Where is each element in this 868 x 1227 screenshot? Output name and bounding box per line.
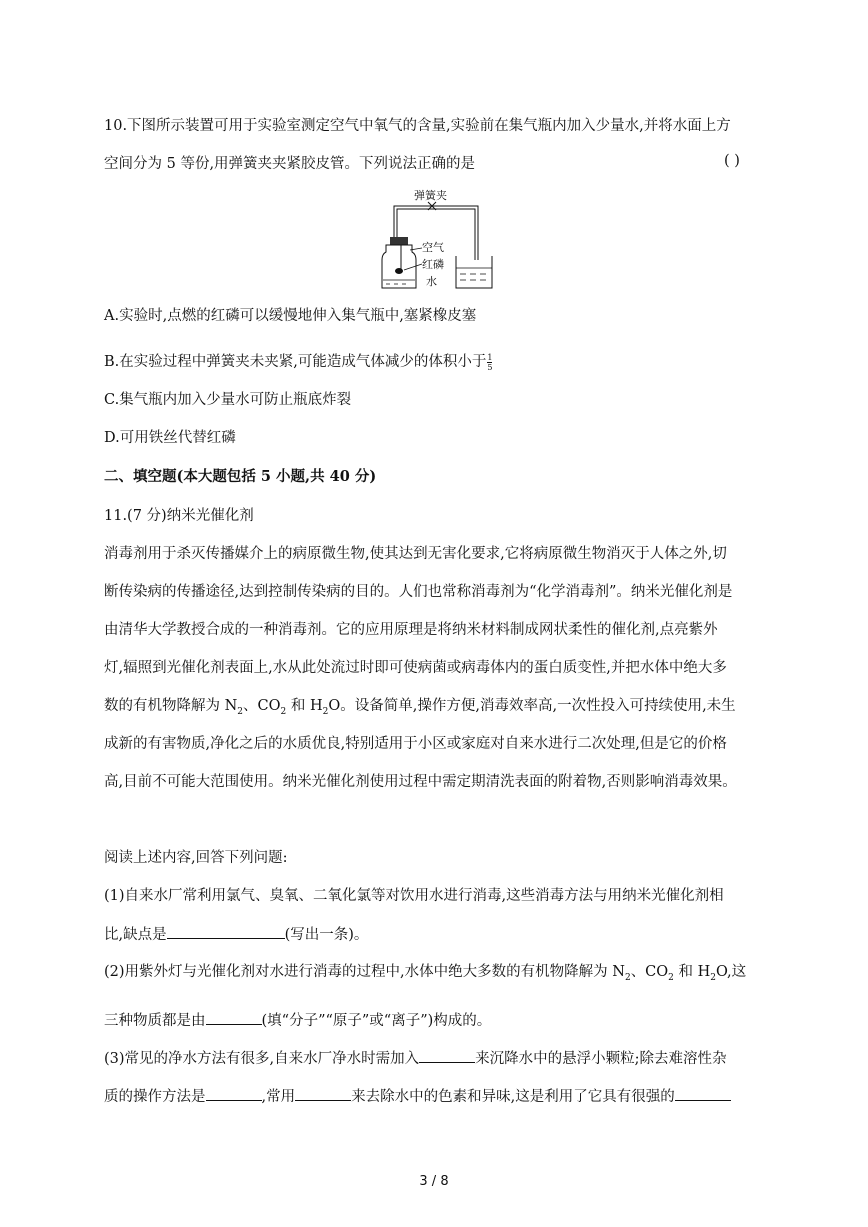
q11-sub2-line2: 三种物质都是由 (填“分子”“原子”或“离子”)构成的。: [104, 1010, 491, 1031]
q11-passage-line6: 成新的有害物质,净化之后的水质优良,特别适用于小区或家庭对自来水进行二次处理,但是它的价格: [104, 736, 727, 752]
q10-option-d: D.可用铁丝代替红磷: [104, 430, 236, 446]
q11-passage-line7: 高,目前不可能大范围使用。纳米光催化剂使用过程中需定期清洗表面的附着物,否则影响消毒效果。: [104, 774, 737, 790]
apparatus-figure: [370, 182, 500, 294]
q11-passage-line1: 消毒剂用于杀灭传播媒介上的病原微生物,使其达到无害化要求,它将病原微生物消灭于人体之外,切: [104, 546, 727, 562]
answer-blank: [295, 1086, 351, 1101]
q11-passage-line4: 灯,辐照到光催化剂表面上,水从此处流过时即可使病菌或病毒体内的蛋白质变性,并把水体中绝大多: [104, 660, 727, 676]
q11-sub1-line2: 比,缺点是 (写出一条)。: [104, 924, 368, 945]
answer-parentheses: ( ): [724, 153, 740, 169]
q11-passage-line2: 断传染病的传播途径,达到控制传染病的目的。人们也常称消毒剂为“化学消毒剂”。纳米光催化剂是: [104, 584, 733, 600]
figure-label-water: 水: [426, 275, 437, 288]
answer-blank: [206, 1086, 262, 1101]
section-heading: 二、填空题(本大题包括 5 小题,共 40 分): [104, 468, 377, 485]
q10-stem-line1: 10.下图所示装置可用于实验室测定空气中氧气的含量,实验前在集气瓶内加入少量水,并将水面上方: [104, 118, 731, 134]
figure-label-clamp: 弹簧夹: [414, 189, 447, 202]
answer-blank: [167, 924, 285, 939]
q11-sub3-line1: (3)常见的净水方法有很多,自来水厂净水时需加入 来沉降水中的悬浮小颗粒;除去难溶性杂: [104, 1048, 727, 1069]
q11-sub3-line2: 质的操作方法是 ,常用 来去除水中的色素和异味,这是利用了它具有很强的: [104, 1086, 731, 1107]
q11-passage-line3: 由清华大学教授合成的一种消毒剂。它的应用原理是将纳米材料制成网状柔性的催化剂,点亮紫外: [104, 622, 718, 638]
page-number: 3 / 8: [419, 1174, 449, 1189]
answer-blank: [206, 1010, 262, 1025]
q11-intro: 阅读上述内容,回答下列问题:: [104, 850, 288, 866]
q11-passage-line5: 数的有机物降解为 $N_2$、$CO_2$ 和 $H_2O$。设备简单,操作方便,消毒效率高,一次性投入可持续使用,未生: [104, 698, 736, 717]
answer-blank: [419, 1048, 475, 1063]
q10-option-c: C.集气瓶内加入少量水可防止瓶底炸裂: [104, 392, 352, 408]
q10-option-a: A.实验时,点燃的红磷可以缓慢地伸入集气瓶中,塞紧橡皮塞: [104, 308, 477, 324]
q11-title: 11.(7 分)纳米光催化剂: [104, 508, 254, 524]
figure-label-air: 空气: [422, 241, 444, 254]
q10-option-b: B.在实验过程中弹簧夹未夹紧,可能造成气体减少的体积小于 $\frac{1}{5}$: [104, 352, 493, 372]
q11-sub2-line1: (2)用紫外灯与光催化剂对水进行消毒的过程中,水体中绝大多数的有机物降解为 $N_2$、$CO_2$ 和 $H_2O$,这: [104, 964, 747, 983]
q10-stem-line2: 空间分为 5 等份,用弹簧夹夹紧胶皮管。下列说法正确的是: [104, 156, 476, 172]
answer-blank: [675, 1086, 731, 1101]
figure-label-phosphorus: 红磷: [422, 258, 444, 271]
fraction-one-fifth: $\frac{1}{5}$: [487, 352, 493, 372]
q11-sub1-line1: (1)自来水厂常利用氯气、臭氧、二氧化氯等对饮用水进行消毒,这些消毒方法与用纳米光催化剂相: [104, 888, 724, 904]
